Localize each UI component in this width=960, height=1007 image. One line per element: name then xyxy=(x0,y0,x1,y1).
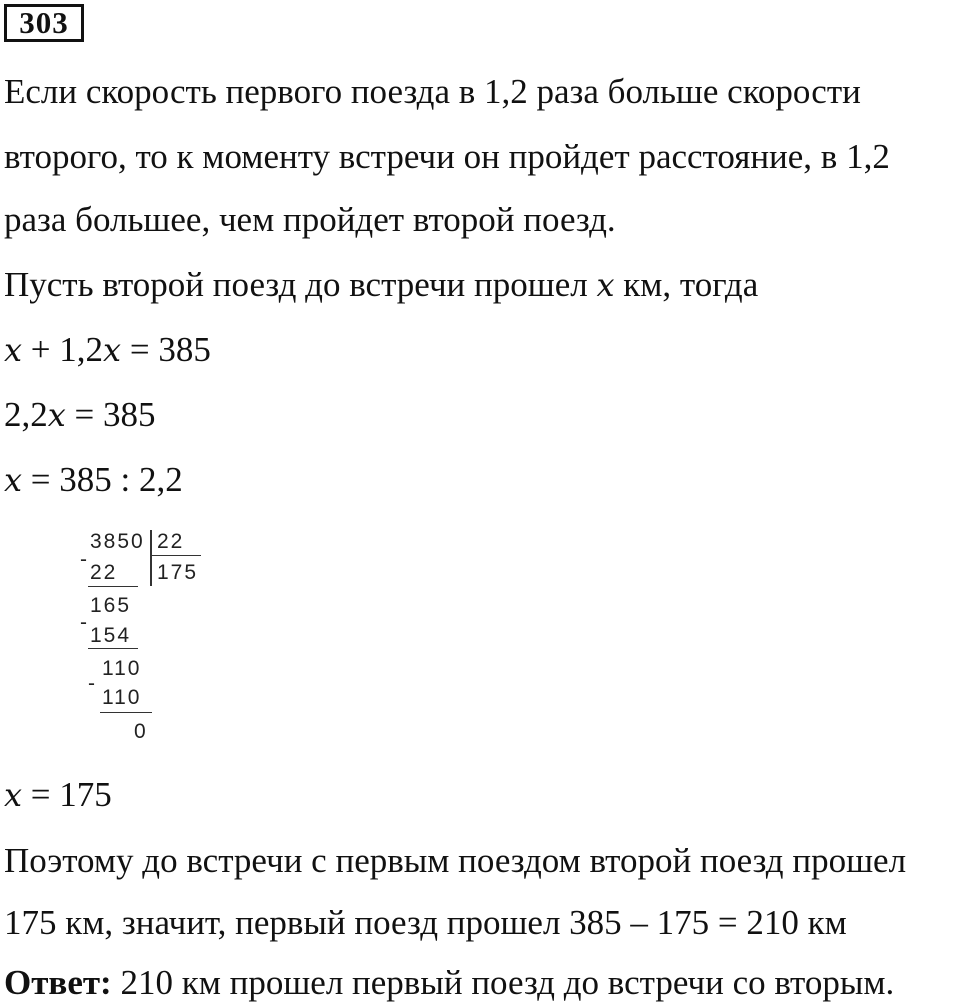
let-after: км, тогда xyxy=(614,265,759,304)
variable-x: x xyxy=(103,331,122,369)
equation-part: = 385 xyxy=(65,395,156,434)
answer-text: 210 км прошел первый поезд до встречи со вторым. xyxy=(111,963,895,1002)
text-line-2: второго, то к моменту встречи он пройдет расстояние, в 1,2 xyxy=(4,137,890,176)
text-line-4: Поэтому до встречи с первым поездом второй поезд прошел xyxy=(4,841,907,880)
text-line-5: 175 км, значит, первый поезд прошел 385 – 175 = 210 км xyxy=(4,903,847,942)
division-step: 154 xyxy=(90,624,132,647)
problem-number: 303 xyxy=(4,4,84,42)
minus-sign: - xyxy=(80,611,89,634)
answer-line xyxy=(4,963,894,1003)
variable-x: x xyxy=(47,396,66,434)
division-divisor: 22 xyxy=(157,530,185,553)
variable-x: x xyxy=(4,461,23,499)
division-step-rule xyxy=(88,648,138,649)
variable-x: x xyxy=(4,331,23,369)
equation-part: 2,2 xyxy=(4,395,48,434)
equation-1 xyxy=(4,330,211,370)
let-statement xyxy=(4,265,758,305)
division-step-rule xyxy=(88,586,138,587)
equation-2 xyxy=(4,395,156,435)
result-value: = 175 xyxy=(22,775,112,814)
division-step: 22 xyxy=(90,561,118,584)
division-remainder: 0 xyxy=(134,720,148,743)
equation-part: = 385 xyxy=(121,330,211,369)
minus-sign: - xyxy=(80,548,89,571)
minus-sign: - xyxy=(88,672,97,695)
equation-part: + 1,2 xyxy=(22,330,104,369)
division-step: 110 xyxy=(102,657,142,680)
division-step: 110 xyxy=(102,686,142,709)
let-before: Пусть второй поезд до встречи прошел xyxy=(4,265,597,304)
division-step: 165 xyxy=(90,594,132,617)
result-line xyxy=(4,775,112,815)
text-line-1: Если скорость первого поезда в 1,2 раза больше скорости xyxy=(4,72,861,111)
long-division xyxy=(78,524,218,744)
answer-label: Ответ: xyxy=(4,963,112,1002)
text-line-3: раза большее, чем пройдет второй поезд. xyxy=(4,200,616,239)
division-quotient-rule xyxy=(151,555,201,556)
division-vertical-rule xyxy=(150,530,152,586)
equation-3 xyxy=(4,460,183,500)
equation-part: = 385 : 2,2 xyxy=(22,460,183,499)
variable-x: x xyxy=(596,266,615,304)
division-dividend: 3850 xyxy=(90,530,145,553)
variable-x: x xyxy=(4,776,23,814)
division-quotient: 175 xyxy=(157,561,199,584)
division-step-rule xyxy=(100,712,152,713)
